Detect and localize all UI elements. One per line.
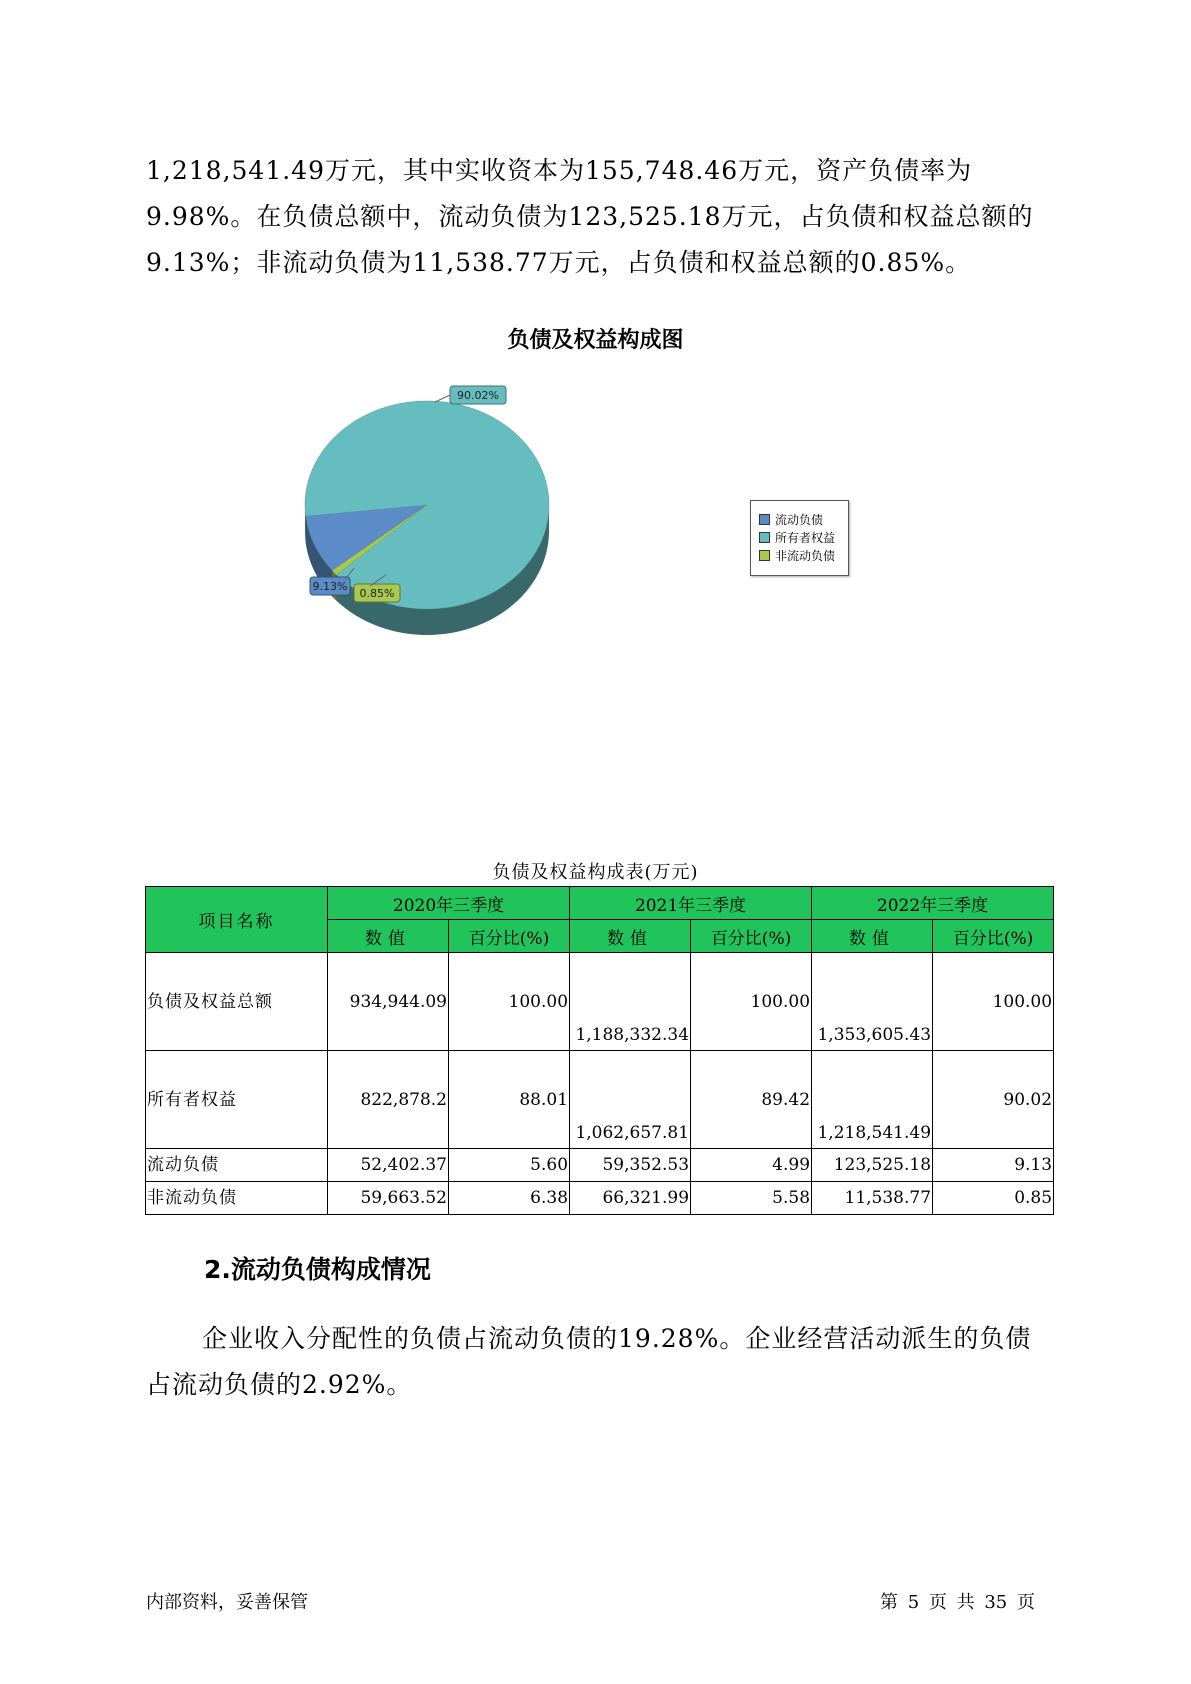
row-name: 非流动负债 (146, 1182, 328, 1215)
value-header: 数值 (328, 920, 449, 953)
leader-line (435, 395, 450, 402)
cell: 1,188,332.34 (570, 953, 691, 1051)
svg-text:0.85%: 0.85% (359, 587, 395, 600)
value-header: 数值 (570, 920, 691, 953)
svg-text:9.13%: 9.13% (312, 580, 348, 593)
cell: 934,944.09 (328, 953, 449, 1051)
cell: 59,352.53 (570, 1149, 691, 1182)
table-row (146, 1051, 1054, 1149)
table-row (146, 953, 1054, 1051)
section-text: 企业收入分配性的负债占流动负债的19.28%。企业经营活动派生的负债占流动负债的2.92%。 (146, 1324, 1032, 1399)
pie-chart (290, 380, 670, 670)
page-number: 第 5 页 共 35 页 (880, 1592, 1035, 1613)
pie-data-label (310, 577, 350, 595)
cell: 52,402.37 (328, 1149, 449, 1182)
legend-label: 非流动负债 (775, 548, 836, 563)
legend-swatch (759, 514, 770, 525)
percent-header: 百分比(%) (933, 920, 1054, 953)
period-header: 2020年三季度 (328, 887, 570, 920)
cell: 1,218,541.49 (812, 1051, 933, 1149)
cell: 1,353,605.43 (812, 953, 933, 1051)
svg-text:90.02%: 90.02% (457, 389, 499, 402)
cell: 822,878.2 (328, 1051, 449, 1149)
cell: 100.00 (449, 953, 570, 1051)
pie-data-label (450, 386, 506, 404)
row-name: 负债及权益总额 (146, 953, 328, 1051)
cell: 89.42 (691, 1051, 812, 1149)
intro-line: 9.13%；非流动负债为11,538.77万元，占负债和权益总额的0.85%。 (146, 248, 972, 277)
row-name: 所有者权益 (146, 1051, 328, 1149)
percent-header: 百分比(%) (449, 920, 570, 953)
value-header: 数值 (812, 920, 933, 953)
legend-item-current-liabilities (759, 511, 823, 527)
cell: 9.13 (933, 1149, 1054, 1182)
period-header: 2022年三季度 (812, 887, 1054, 920)
legend-label: 所有者权益 (775, 530, 836, 545)
item-name-header: 项目名称 (146, 887, 328, 953)
chart-title: 负债及权益构成图 (507, 328, 684, 353)
table-row (146, 1182, 1054, 1215)
cell: 6.38 (449, 1182, 570, 1215)
cell: 4.99 (691, 1149, 812, 1182)
section-heading: 2.流动负债构成情况 (204, 1255, 431, 1284)
cell: 100.00 (691, 953, 812, 1051)
legend-item-noncurrent-liabilities (759, 547, 835, 563)
chart-legend (750, 500, 849, 576)
cell: 11,538.77 (812, 1182, 933, 1215)
intro-line: 1,218,541.49万元，其中实收资本为155,748.46万元，资产负债率为 (146, 156, 973, 185)
cell: 5.60 (449, 1149, 570, 1182)
legend-swatch (759, 532, 770, 543)
cell: 123,525.18 (812, 1149, 933, 1182)
pie-data-label (354, 584, 400, 602)
cell: 88.01 (449, 1051, 570, 1149)
intro-paragraph (146, 148, 1056, 286)
cell: 66,321.99 (570, 1182, 691, 1215)
legend-swatch (759, 550, 770, 561)
cell: 90.02 (933, 1051, 1054, 1149)
section-paragraph (146, 1316, 1056, 1408)
table-caption: 负债及权益构成表(万元) (492, 862, 699, 883)
cell: 5.58 (691, 1182, 812, 1215)
cell: 0.85 (933, 1182, 1054, 1215)
percent-header: 百分比(%) (691, 920, 812, 953)
intro-line: 9.98%。在负债总额中，流动负债为123,525.18万元，占负债和权益总额的 (146, 202, 1034, 231)
cell: 100.00 (933, 953, 1054, 1051)
cell: 59,663.52 (328, 1182, 449, 1215)
period-header: 2021年三季度 (570, 887, 812, 920)
footer-note: 内部资料，妥善保管 (146, 1592, 308, 1613)
legend-label: 流动负债 (775, 512, 824, 527)
row-name: 流动负债 (146, 1149, 328, 1182)
equity-table (145, 886, 1054, 1215)
table-row (146, 1149, 1054, 1182)
cell: 1,062,657.81 (570, 1051, 691, 1149)
legend-item-equity (759, 529, 835, 545)
